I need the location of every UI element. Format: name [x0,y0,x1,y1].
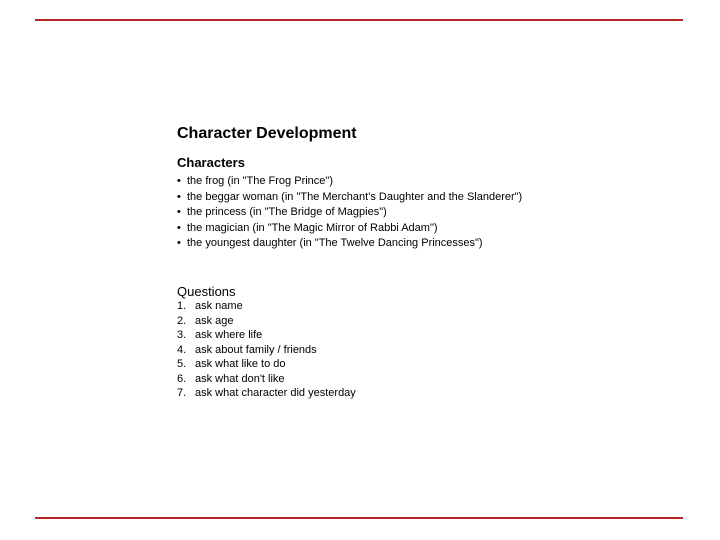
bullet-icon: • [177,237,181,249]
bullet-icon: • [177,221,181,234]
bullet-icon: • [177,206,181,218]
character-text: the youngest daughter (in "The Twelve Dancing Princesses") [187,237,483,249]
list-item [177,386,356,401]
list-item [177,205,537,221]
character-text: the beggar woman (in "The Merchant's Daughter and the Slanderer") [187,190,523,203]
question-text: ask what don't like [195,372,285,385]
list-item [177,328,356,343]
question-text: ask age [195,314,234,327]
question-text: ask about family / friends [195,343,317,356]
item-number: 5. [177,358,187,370]
list-item [177,190,537,206]
bottom-rule [35,517,683,519]
list-item [177,343,356,358]
question-text: ask what character did yesterday [195,387,356,399]
character-text: the frog (in "The Frog Prince") [187,175,333,187]
question-text: ask what like to do [195,358,286,370]
questions-heading: Questions [177,284,236,299]
list-item [177,372,356,387]
list-item [177,221,537,237]
questions-list [177,299,356,401]
top-rule [35,19,683,21]
bullet-icon: • [177,175,181,187]
list-item [177,174,537,190]
bullet-icon: • [177,190,181,203]
slide-title: Character Development [177,125,357,142]
item-number: 2. [177,314,187,327]
item-number: 4. [177,343,187,356]
character-text: the princess (in "The Bridge of Magpies") [187,206,387,218]
item-number: 6. [177,372,187,385]
item-number: 3. [177,329,187,341]
list-item [177,236,537,252]
item-number: 7. [177,387,187,399]
question-text: ask name [195,300,243,312]
list-item [177,314,356,329]
question-text: ask where life [195,329,263,341]
characters-heading: Characters [177,155,245,170]
character-text: the magician (in "The Magic Mirror of Rabbi Adam") [187,221,438,234]
item-number: 1. [177,300,187,312]
characters-list [177,174,537,252]
list-item [177,357,356,372]
list-item [177,299,356,314]
